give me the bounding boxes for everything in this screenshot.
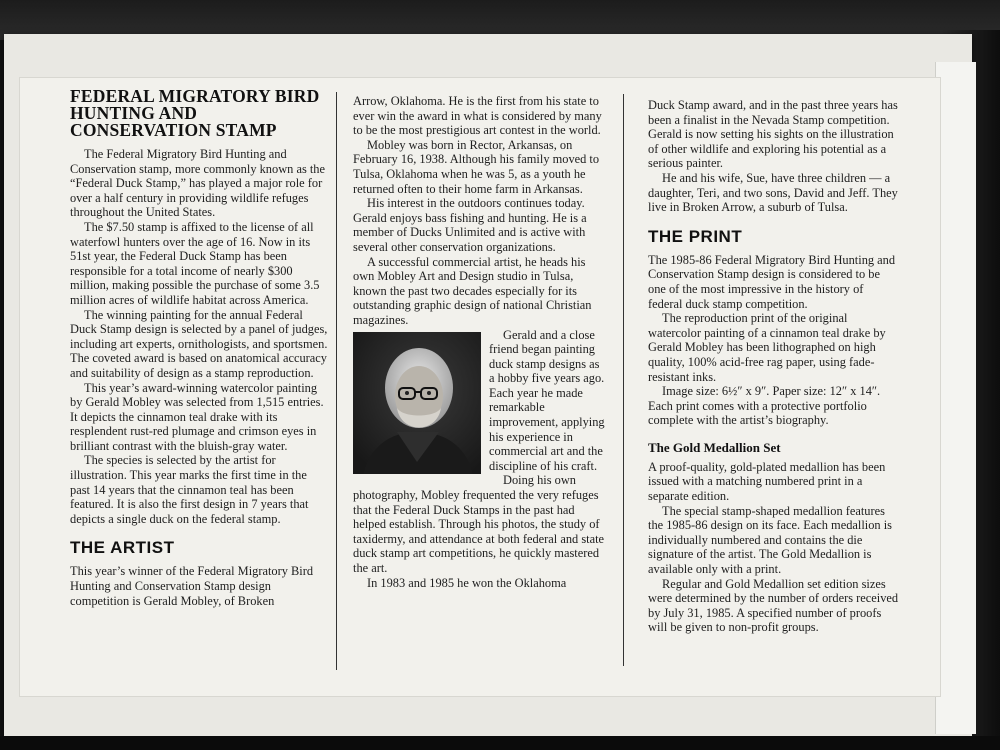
paragraph: Gerald and a close friend began painting duck stamp designs as a hobby five years ago. Each year he made remarkable improvement, applying his experience in commercial art and the discipline of his craft. <box>489 327 605 473</box>
paragraph: A proof-quality, gold-plated medallion has been issued with a matching numbered print in a separate edition. <box>648 459 886 504</box>
column-stamp-info <box>70 88 328 608</box>
column-artist-bio <box>353 94 608 590</box>
paragraph: Mobley was born in Rector, Arkansas, on February 16, 1938. Although his family moved to Tulsa, Oklahoma when he was 5, as a youth he returned often to their home farm in Arkansas. <box>353 137 600 196</box>
mounting-card-edge <box>935 62 976 734</box>
paragraph: This year’s winner of the Federal Migratory Bird Hunting and Conservation Stamp design competition is Gerald Mobley, of Broken <box>70 564 314 608</box>
paragraph: Arrow, Oklahoma. He is the first from his state to ever win the award in what is considered by many to be the most prestigious art contest in the world. <box>353 94 602 138</box>
paragraph: The $7.50 stamp is affixed to the license of all waterfowl hunters over the age of 16. Now in its 51st year, the Federal Duck Stamp has been responsible for a total income of nearly $300 million, making possible the purchase of some 3.5 million acres of wildlife habitat across America. <box>70 219 320 307</box>
artist-portrait-photo-icon <box>353 332 481 474</box>
paragraph: The 1985-86 Federal Migratory Bird Hunting and Conservation Stamp design is considered to be one of the most impressive in the history of federal duck stamp competition. <box>648 252 896 311</box>
paragraph: Regular and Gold Medallion set edition sizes were determined by the number of orders received by July 31, 1985. A specified number of proofs will be given to non-profit groups. <box>648 576 899 635</box>
paragraph: His interest in the outdoors continues today. Gerald enjoys bass fishing and hunting. He is a member of Ducks Unlimited and is active with several other conservation organizations. <box>353 196 587 254</box>
paragraph: The special stamp-shaped medallion features the 1985-86 design on its face. Each medallion is individually numbered and contains the die signature of the artist. The Gold Medallion is available only with a print. <box>648 503 892 577</box>
table-shadow <box>0 736 1000 750</box>
medallion-heading: The Gold Medallion Set <box>648 439 781 455</box>
artist-portrait <box>353 332 481 474</box>
column-divider-1 <box>336 92 337 670</box>
paragraph: The reproduction print of the original watercolor painting of a cinnamon teal drake by Gerald Mobley has been lithographed on high quality, 100% acid-free rag paper, using fade-resistant inks. <box>648 311 886 384</box>
printed-insert-sheet <box>20 78 940 696</box>
paragraph: Doing his own photography, Mobley frequented the very refuges that the Federal Duck Stamps in the past had helped establish. Through his photos, the study of taxidermy, and attendance at both federal and state duck stamp art competitions, he quickly mastered the art. <box>353 473 605 575</box>
paragraph: A successful commercial artist, he heads his own Mobley Art and Design studio in Tulsa, known the past two decades especially for its outstanding graphic design of national Christian magazines. <box>353 254 592 327</box>
paragraph: The species is selected by the artist for illustration. This year marks the first time in the past 14 years that the cinnamon teal has been featured. It is also the first design in 7 years that depicts a single duck on the federal stamp. <box>70 453 309 526</box>
print-heading: THE PRINT <box>648 226 743 246</box>
paragraph: The Federal Migratory Bird Hunting and Conservation stamp, more commonly known as the “Federal Duck Stamp,” has played a major role for over a half century in providing wildlife refuges throughout the United States. <box>70 147 326 220</box>
column-divider-2 <box>623 94 624 666</box>
document-title: FEDERAL MIGRATORY BIRD HUNTING AND CONSERVATION STAMP <box>70 86 320 140</box>
paragraph: He and his wife, Sue, have three children — a daughter, Teri, and two sons, David and Jeff. They live in Broken Arrow, a suburb of Tulsa. <box>648 170 898 215</box>
paragraph: The winning painting for the annual Federal Duck Stamp design is selected by a panel of judges, including art experts, ornithologists, and sportsmen. The coveted award is based on anatomical accuracy and suitability of design as a stamp reproduction. <box>70 307 328 380</box>
paragraph: Image size: 6½″ x 9″. Paper size: 12″ x 14″. Each print comes with a protective portfolio complete with the artist’s biography. <box>648 384 881 428</box>
paragraph: Duck Stamp award, and in the past three years has been a finalist in the Nevada Stamp competition. Gerald is now setting his sights on the illustration of other wildlife and exploring his potential as a serious painter. <box>648 98 898 171</box>
paragraph: This year’s award-winning watercolor painting by Gerald Mobley was selected from 1,515 entries. It depicts the cinnamon teal drake with its resplendent rust-red plumage and crimson eyes in brilliant contrast with the bluish-gray water. <box>70 380 324 453</box>
column-print-info <box>648 98 900 635</box>
paragraph: In 1983 and 1985 he won the Oklahoma <box>367 575 567 590</box>
artist-heading: THE ARTIST <box>70 538 175 558</box>
